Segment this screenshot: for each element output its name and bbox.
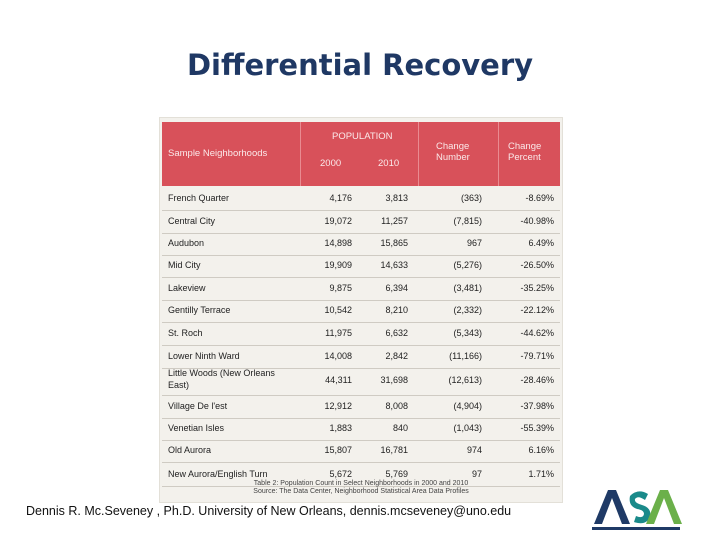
- header-change-percent-2: Percent: [508, 152, 541, 163]
- row-y2000: 5,672: [329, 469, 352, 479]
- row-pct: 6.49%: [528, 238, 554, 248]
- header-change-percent-1: Change: [508, 141, 542, 152]
- row-neighborhood-line-2: East): [168, 380, 190, 390]
- row-y2010: 15,865: [380, 238, 408, 248]
- row-pct: -26.50%: [520, 260, 554, 270]
- row-pct: 6.16%: [528, 445, 554, 455]
- row-num: (5,343): [453, 328, 482, 338]
- table-row: [162, 211, 560, 234]
- row-num: 97: [471, 469, 482, 479]
- table-row: [162, 367, 560, 396]
- caption-line-1: Table 2: Population Count in Select Neighborhoods in 2000 and 2010: [253, 480, 469, 487]
- row-num: (12,613): [448, 375, 482, 385]
- row-neighborhood: Venetian Isles: [168, 423, 225, 433]
- row-y2000: 19,909: [324, 260, 352, 270]
- table-row: [162, 346, 560, 369]
- row-pct: -35.25%: [520, 283, 554, 293]
- table-caption: [160, 480, 562, 496]
- row-neighborhood: Village De l'est: [168, 401, 228, 411]
- slide-title: Differential Recovery: [186, 48, 534, 82]
- row-num: (2,332): [453, 305, 482, 315]
- row-neighborhood: Lakeview: [168, 283, 206, 293]
- row-neighborhood: New Aurora/English Turn: [168, 469, 268, 479]
- row-num: (4,904): [453, 401, 482, 411]
- row-y2010: 5,769: [385, 469, 408, 479]
- table-header: [162, 122, 560, 186]
- row-y2000: 12,912: [324, 401, 352, 411]
- header-divider: [300, 122, 301, 186]
- row-neighborhood: Gentilly Terrace: [168, 305, 231, 315]
- row-y2010: 8,210: [385, 305, 408, 315]
- header-divider: [418, 122, 419, 186]
- table-row: [162, 278, 560, 301]
- row-num: 974: [466, 445, 482, 455]
- row-neighborhood: Old Aurora: [168, 445, 212, 455]
- row-num: (11,166): [449, 351, 482, 361]
- row-num: (1,043): [453, 423, 482, 433]
- header-population: POPULATION: [332, 131, 393, 142]
- asa-logo-icon: [590, 486, 682, 532]
- row-y2010: 14,633: [380, 260, 408, 270]
- row-neighborhood: Central City: [168, 216, 216, 226]
- row-neighborhood: Lower Ninth Ward: [168, 351, 240, 361]
- table-row: [162, 255, 560, 278]
- row-y2010: 2,842: [385, 351, 408, 361]
- asa-logo: [590, 486, 682, 532]
- row-y2010: 3,813: [385, 193, 408, 203]
- row-y2010: 8,008: [385, 401, 408, 411]
- header-change-number-1: Change: [436, 141, 470, 152]
- row-num: (7,815): [453, 216, 482, 226]
- header-2010: 2010: [378, 158, 400, 169]
- row-num: (3,481): [453, 283, 482, 293]
- row-y2000: 9,875: [329, 283, 352, 293]
- row-pct: -28.46%: [520, 375, 554, 385]
- header-2000: 2000: [320, 158, 342, 169]
- table-row: [162, 440, 560, 463]
- row-y2010: 840: [392, 423, 408, 433]
- row-pct: -44.62%: [520, 328, 554, 338]
- caption-line-2: Source: The Data Center, Neighborhood Statistical Area Data Profiles: [253, 488, 469, 495]
- row-pct: 1.71%: [528, 469, 554, 479]
- row-neighborhood: French Quarter: [168, 193, 230, 203]
- row-pct: -40.98%: [520, 216, 554, 226]
- row-y2010: 6,394: [385, 283, 408, 293]
- table-row: [162, 233, 560, 256]
- row-y2000: 19,072: [324, 216, 352, 226]
- row-num: (5,276): [453, 260, 482, 270]
- row-num: 967: [466, 238, 482, 248]
- row-y2000: 4,176: [329, 193, 352, 203]
- row-y2010: 31,698: [380, 375, 408, 385]
- row-y2000: 14,898: [324, 238, 352, 248]
- row-y2000: 1,883: [329, 423, 352, 433]
- header-divider: [498, 122, 499, 186]
- row-y2010: 16,781: [380, 445, 408, 455]
- header-sample: Sample Neighborhoods: [168, 148, 268, 159]
- row-pct: -55.39%: [520, 423, 554, 433]
- table-row: [162, 418, 560, 441]
- header-change-number-2: Number: [436, 152, 470, 163]
- row-pct: -37.98%: [520, 401, 554, 411]
- population-table: [160, 118, 562, 502]
- row-y2000: 10,542: [324, 305, 352, 315]
- row-y2000: 44,311: [325, 375, 352, 385]
- table-row: [162, 396, 560, 419]
- row-y2010: 11,257: [381, 216, 408, 226]
- row-neighborhood: Little Woods (New Orleans: [168, 368, 275, 378]
- row-neighborhood: St. Roch: [168, 328, 203, 338]
- row-pct: -79.71%: [520, 351, 554, 361]
- author-footer: Dennis R. Mc.Seveney , Ph.D. University of New Orleans, dennis.mcseveney@uno.edu: [26, 504, 512, 518]
- row-y2000: 11,975: [325, 328, 352, 338]
- row-pct: -22.12%: [520, 305, 554, 315]
- table-row: [162, 188, 560, 211]
- row-y2000: 14,008: [324, 351, 352, 361]
- table-row: [162, 300, 560, 323]
- row-neighborhood: Mid City: [168, 260, 201, 270]
- row-num: (363): [460, 193, 482, 203]
- table-row: [162, 323, 560, 346]
- row-neighborhood: Audubon: [168, 238, 205, 248]
- row-y2000: 15,807: [324, 445, 352, 455]
- row-pct: -8.69%: [525, 193, 554, 203]
- row-y2010: 6,632: [385, 328, 408, 338]
